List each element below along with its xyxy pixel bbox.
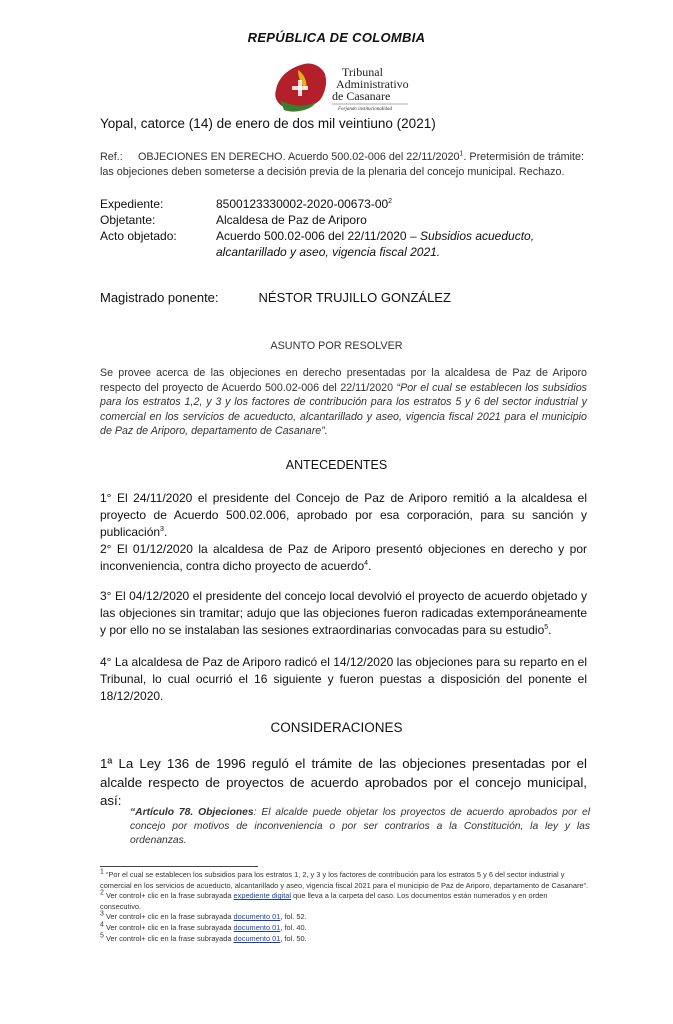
- acto-bold: Acuerdo: [216, 229, 261, 243]
- footnote-2-text: Ver control+ clic en la frase subrayada: [103, 891, 234, 901]
- acto-value: 500.02-006 del 22/11/2020: [260, 229, 410, 243]
- logo-line3: de Casanare: [332, 89, 391, 103]
- expediente-label: Expediente:: [100, 197, 164, 211]
- asunto-heading: ASUNTO POR RESOLVER: [270, 340, 403, 352]
- logo-line2: Administrativo: [336, 77, 409, 91]
- ref-text-2: . Pretermisión de trámite: las objeciones deben someterse a decisión previa de la plenaria del concejo municipal. Rechazo.: [100, 151, 584, 178]
- ref-label: Ref.:: [100, 151, 123, 163]
- footnote-4-after: , fol. 40.: [280, 922, 307, 932]
- documento-01-link[interactable]: documento 01: [233, 922, 281, 932]
- antecedente-1-text: 1° El 24/11/2020 el presidente del Concejo de Paz de Ariporo remitió a la alcaldesa el proyecto de Acuerdo 500.02.006, aprobado por esa corporación, para su sanción y publicación: [100, 491, 587, 540]
- footnote-3: [100, 912, 590, 923]
- consideracion-1: 1ª La Ley 136 de 1996 reguló el trámite de las objeciones presentadas por el alcalde respecto de proyectos de acuerdo aprobados por el concejo municipal, así:: [100, 756, 587, 808]
- footnotes: [100, 870, 590, 944]
- footnote-4-text: Ver control+ clic en la frase subrayada: [103, 922, 234, 932]
- reference-block: [100, 150, 595, 180]
- documento-01-link[interactable]: documento 01: [233, 933, 281, 943]
- footnote-3-number: 3: [100, 910, 104, 918]
- footnote-2-after: que lleva a la carpeta del caso. Los documentos están numerados y en orden consecutivo.: [100, 891, 548, 911]
- quote-article-title: “Artículo 78. Objeciones: [130, 807, 254, 818]
- footnote-5-after: , fol. 50.: [280, 933, 307, 943]
- tribunal-logo: [268, 56, 428, 120]
- footnote-1-text: “Por el cual se establecen los subsidios para los estratos 1, 2, y 3 y los factores de contribución para los estratos 5 y 6 del sector industrial y comercial en los servicios de acueducto, alcantarillado y aseo, vigencia fiscal 2021 para el municipio de Paz de Ariporo, departamento de Casanare”.: [100, 870, 589, 890]
- footnote-4: [100, 923, 590, 934]
- documento-01-link[interactable]: documento 01: [233, 912, 281, 922]
- footnote-5-text: Ver control+ clic en la frase subrayada: [103, 933, 234, 943]
- antecedentes-heading: ANTECEDENTES: [285, 458, 388, 472]
- antecedente-3-text: 3° El 04/12/2020 el presidente del concejo local devolvió el proyecto de acuerdo objetado y las objeciones sin tramitar; adujo que las objeciones fueron radicadas extemporáneamente y por ello no se instalaban las sesiones extraordinarias convocadas para su estudio: [100, 589, 587, 638]
- tribunal-logo-emblem: [268, 56, 428, 120]
- objetante-value: Alcaldesa de Paz de Ariporo: [216, 213, 367, 227]
- header-title: REPÚBLICA DE COLOMBIA: [247, 30, 426, 45]
- antecedente-3: 3° El 04/12/2020 el presidente del concejo local devolvió el proyecto de acuerdo objetado y las objeciones sin tramitar; adujo que las objeciones fueron radicadas extemporáneamente y por ello no se instalaban las sesiones extraordinarias convocadas para su estudio$^5$.: [100, 589, 587, 638]
- magistrado-name: NÉSTOR TRUJILLO GONZÁLEZ: [258, 290, 451, 305]
- case-metadata: [100, 196, 595, 260]
- asunto-italic: “Por el cual se establecen los subsidios para los estratos 1,2, y 3 y los factores de contribución para los estratos 5 y 6 del sector industrial y comercial en los servicios de acueducto, alcantarillado y aseo, vigencia fiscal 2021 para el municipio de Paz de Ariporo, departamento de Casanare”.: [100, 381, 587, 438]
- expediente-digital-link[interactable]: expediente digital: [233, 891, 292, 901]
- footnote-1: [100, 870, 590, 891]
- footnote-ref-3[interactable]: 3: [160, 526, 164, 534]
- acto-italic: – Subsidios acueducto, alcantarillado y aseo, vigencia fiscal 2021.: [216, 229, 535, 259]
- article-quote: [130, 806, 590, 849]
- expediente-value: 8500123330002-2020-00673-00: [216, 197, 389, 211]
- footnote-1-number: 1: [100, 868, 104, 876]
- magistrado-ponente: [100, 290, 451, 305]
- logo-line1: Tribunal: [342, 65, 383, 79]
- antecedente-2-text: 2° El 01/12/2020 la alcaldesa de Paz de Ariporo presentó objeciones en derecho y por inconveniencia, contra dicho proyecto de acuerdo: [100, 542, 587, 574]
- footnote-ref-1[interactable]: 1: [459, 150, 464, 158]
- asunto-text: Se provee acerca de las objeciones en derecho presentadas por la alcaldesa de Paz de Ariporo respecto del proyecto de Acuerdo 500.02-006 del 22/11/2020: [100, 367, 587, 394]
- objetante-label: Objetante:: [100, 213, 156, 227]
- footnote-2-number: 2: [100, 889, 104, 897]
- footnote-ref-4[interactable]: 4: [364, 560, 369, 568]
- quote-text: : El alcalde puede objetar los proyectos de acuerdo aprobados por el concejo por motivos de inconveniencia o por ser contrarios a la Constitución, la ley y las ordenanzas.: [130, 807, 591, 847]
- footnote-3-after: , fol. 52.: [280, 912, 307, 922]
- footnote-3-text: Ver control+ clic en la frase subrayada: [103, 912, 234, 922]
- footnote-divider: [100, 866, 258, 867]
- ref-text-1: OBJECIONES EN DERECHO. Acuerdo 500.02-006 del 22/11/2020: [138, 151, 460, 163]
- document-date: Yopal, catorce (14) de enero de dos mil veintiuno (2021): [100, 116, 436, 131]
- logo-motto: Forjando institucionalidad: [338, 107, 393, 112]
- footnote-5: [100, 934, 590, 945]
- acto-row: [100, 228, 595, 260]
- acto-label: Acto objetado:: [100, 229, 177, 243]
- antecedente-1: 1° El 24/11/2020 el presidente del Concejo de Paz de Ariporo remitió a la alcaldesa el proyecto de Acuerdo 500.02.006, aprobado por esa corporación, para su sanción y publicación$^3$.: [100, 491, 587, 540]
- magistrado-label: Magistrado ponente:: [100, 290, 219, 305]
- expediente-row: [100, 196, 595, 212]
- antecedente-2: 2° El 01/12/2020 la alcaldesa de Paz de Ariporo presentó objeciones en derecho y por inconveniencia, contra dicho proyecto de acuerdo$^4$.: [100, 542, 587, 574]
- objetante-row: [100, 212, 595, 228]
- antecedente-4: 4° La alcaldesa de Paz de Ariporo radicó el 14/12/2020 las objeciones para su reparto en el Tribunal, lo cual ocurrió el 16 siguiente y fueron puestas a disposición del ponente el 18/12/2020.: [100, 655, 587, 704]
- footnote-5-number: 5: [100, 932, 104, 940]
- asunto-paragraph: [100, 366, 587, 439]
- footnote-ref-5[interactable]: 5: [544, 624, 549, 632]
- footnote-ref-2[interactable]: 2: [388, 198, 393, 205]
- footnote-2: [100, 891, 590, 912]
- consideraciones-heading: CONSIDERACIONES: [270, 720, 403, 735]
- footnote-4-number: 4: [100, 921, 104, 929]
